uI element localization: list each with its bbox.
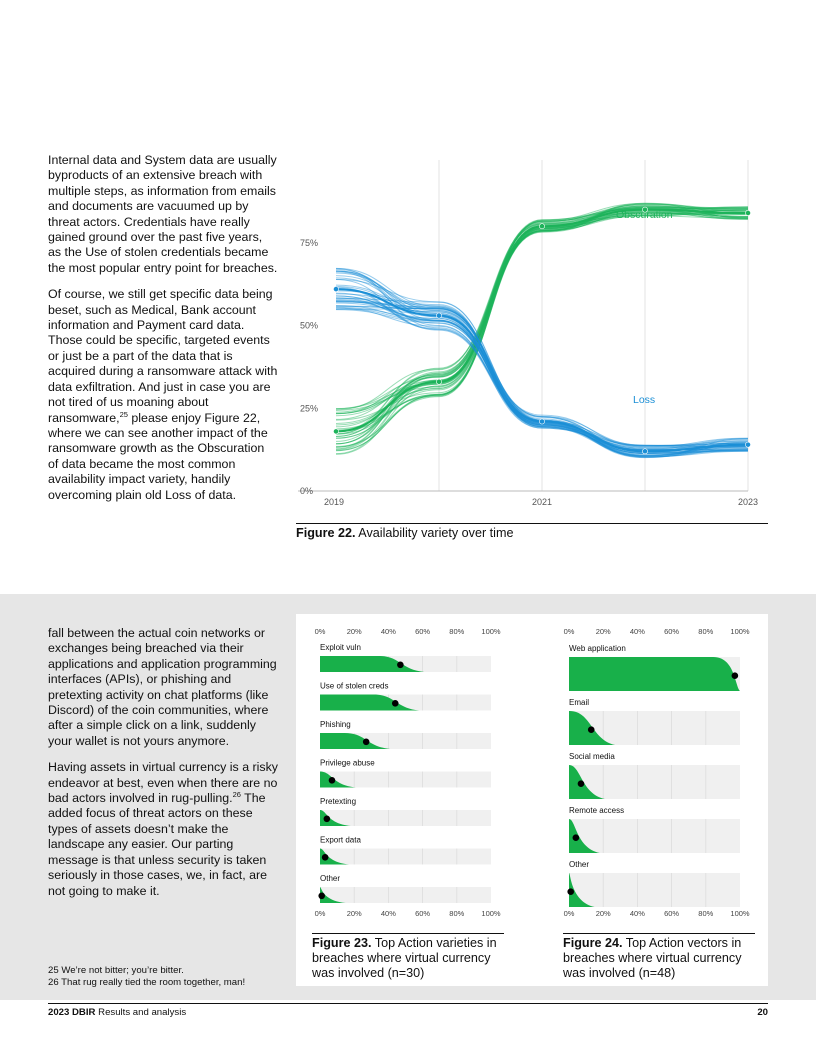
bar-track bbox=[320, 887, 491, 903]
axis-tick-top: 0% bbox=[314, 627, 326, 636]
series-loss-point bbox=[539, 419, 544, 424]
bar-label: Pretexting bbox=[320, 797, 357, 806]
x-tick-label: 2023 bbox=[737, 497, 758, 507]
y-tick-label: 0% bbox=[300, 486, 314, 496]
figure-23-chart bbox=[296, 614, 536, 924]
footnote-ref[interactable]: 26 bbox=[232, 789, 241, 799]
bar-label: Use of stolen creds bbox=[320, 681, 389, 691]
section-name: Results and analysis bbox=[95, 1007, 187, 1018]
series-obscuration-point bbox=[539, 224, 544, 229]
series-obscuration-point bbox=[745, 210, 750, 215]
footnotes bbox=[48, 965, 288, 990]
axis-tick-bottom: 60% bbox=[415, 909, 431, 918]
bar-value-dot bbox=[567, 888, 574, 895]
series-loss-point bbox=[745, 442, 750, 447]
axis-tick-bottom: 100% bbox=[481, 909, 501, 918]
paragraph bbox=[48, 760, 278, 899]
axis-tick-top: 100% bbox=[730, 627, 750, 636]
paragraph-text: Of course, we still get specific data being beset, such as Medical, Bank account information and Payment card data. Those could be specific, targeted events or just be a part of the data that is acquired during a ransomware attack with data exfiltration. And just in case you are not tired of us moaning about ransomware, bbox=[48, 287, 278, 425]
bar-value-dot bbox=[318, 893, 325, 900]
body-text-top bbox=[48, 153, 278, 503]
axis-tick-top: 40% bbox=[629, 627, 645, 636]
bar-value-dot bbox=[573, 834, 580, 841]
footnote-26: 26 That rug really tied the room together, man! bbox=[48, 977, 246, 989]
paragraph: fall between the actual coin networks or exchanges being breached via their applications and application programming interfaces (APIs), or phishing and pretexting activity on chat platforms (like Discord) of the coin communities, where after a simple click on a link, suddenly your wallet is not yours anymore. bbox=[48, 626, 277, 748]
bar-value-dot bbox=[324, 816, 331, 823]
axis-tick-bottom: 80% bbox=[449, 909, 465, 918]
x-tick-label: 2021 bbox=[531, 497, 553, 507]
axis-tick-bottom: 20% bbox=[346, 909, 362, 918]
axis-tick-bottom: 0% bbox=[563, 909, 575, 918]
caption-rule bbox=[312, 933, 504, 934]
bar-label: Social media bbox=[569, 752, 615, 761]
axis-tick-top: 0% bbox=[563, 627, 575, 636]
figure-24-chart bbox=[548, 614, 768, 924]
axis-tick-bottom: 100% bbox=[730, 909, 750, 918]
axis-tick-top: 20% bbox=[346, 627, 362, 636]
y-tick-label: 75% bbox=[300, 237, 319, 248]
bar-value-dot bbox=[392, 700, 399, 707]
caption-rule bbox=[296, 523, 768, 524]
paragraph-text: please enjoy Figure 22, where we can see another impact of the ransomware growth as the Obscuration of data became the most common availability impact variety, handily overcoming plain old Loss of data. bbox=[48, 410, 268, 502]
axis-tick-bottom: 40% bbox=[380, 909, 396, 918]
bar-label: Other bbox=[569, 860, 590, 869]
caption-label: Figure 22. bbox=[296, 526, 356, 540]
bar-value-dot bbox=[578, 780, 585, 787]
page-number: 20 bbox=[757, 1007, 768, 1018]
axis-tick-bottom: 0% bbox=[314, 909, 326, 918]
caption-text: Availability variety over time bbox=[355, 526, 514, 540]
axis-tick-top: 80% bbox=[449, 627, 465, 636]
axis-tick-bottom: 80% bbox=[698, 909, 714, 918]
caption-rule bbox=[563, 933, 755, 934]
axis-tick-bottom: 20% bbox=[595, 909, 611, 918]
bar-track bbox=[320, 810, 491, 826]
bar-value-dot bbox=[329, 777, 336, 784]
y-tick-label: 50% bbox=[300, 320, 319, 331]
bar-value-dot bbox=[363, 739, 370, 746]
series-loss-label: Loss bbox=[633, 394, 656, 406]
footnote-25: 25 We’re not bitter; you’re bitter. bbox=[48, 965, 184, 976]
report-name: 2023 DBIR bbox=[48, 1007, 96, 1018]
series-loss-point bbox=[333, 286, 338, 291]
series-obscuration-point bbox=[333, 429, 338, 434]
footnote-ref[interactable]: 25 bbox=[119, 409, 128, 419]
axis-tick-bottom: 60% bbox=[664, 909, 680, 918]
series-obscuration-label: Obscuration bbox=[616, 209, 673, 221]
axis-tick-bottom: 40% bbox=[629, 909, 645, 918]
series-loss-point bbox=[642, 449, 647, 454]
bar-label: Other bbox=[320, 874, 341, 883]
paragraph: Internal data and System data are usually byproducts of an extensive breach with multiple steps, as information from emails and documents are vacuumed up by threat actors. Credentials have really gained ground over the past five years, as the Use of stolen credentials became the most popular entry point for breaches. bbox=[48, 153, 278, 275]
bar-track bbox=[569, 819, 740, 853]
figure-22-caption bbox=[296, 526, 768, 541]
caption-text: Top Action varieties in breaches where virtual currency was involved (n=30) bbox=[312, 936, 497, 980]
bar-label: Exploit vuln bbox=[320, 643, 361, 652]
footer-rule bbox=[48, 1003, 768, 1004]
figure-22-chart bbox=[296, 150, 768, 518]
bar-track bbox=[320, 849, 491, 865]
caption-text: Top Action vectors in breaches where virtual currency was involved (n=48) bbox=[563, 936, 742, 980]
bar-label: Phishing bbox=[320, 720, 351, 729]
bar-track bbox=[569, 765, 740, 799]
body-text-bottom bbox=[48, 626, 278, 899]
caption-label: Figure 23. bbox=[312, 936, 372, 950]
axis-tick-top: 20% bbox=[595, 627, 611, 636]
bar-track bbox=[569, 873, 740, 907]
axis-tick-top: 40% bbox=[380, 627, 396, 636]
axis-tick-top: 100% bbox=[481, 627, 501, 636]
bar-track bbox=[320, 772, 491, 788]
bar-value-dot bbox=[322, 854, 329, 861]
axis-tick-top: 80% bbox=[698, 627, 714, 636]
y-tick-label: 25% bbox=[300, 403, 319, 414]
bar-value-dot bbox=[732, 672, 739, 679]
x-tick-label: 2019 bbox=[324, 497, 345, 507]
figure-23-caption bbox=[312, 936, 508, 981]
bar-fill bbox=[569, 657, 740, 691]
bar-label: Remote access bbox=[569, 806, 625, 815]
bar-label: Export data bbox=[320, 835, 361, 845]
bar-label: Web application bbox=[569, 644, 626, 653]
series-obscuration-point bbox=[436, 379, 441, 384]
bar-value-dot bbox=[397, 662, 404, 669]
bar-label: Email bbox=[569, 698, 590, 707]
paragraph-text: Having assets in virtual currency is a risky endeavor at best, even when there are no bad actors involved in rug-pulling. bbox=[48, 760, 278, 806]
figure-24-caption bbox=[563, 936, 759, 981]
paragraph bbox=[48, 287, 278, 503]
bar-value-dot bbox=[588, 726, 595, 733]
axis-tick-top: 60% bbox=[664, 627, 680, 636]
footer-title bbox=[48, 1007, 186, 1018]
bar-label: Privilege abuse bbox=[320, 758, 375, 768]
series-loss-point bbox=[436, 313, 441, 318]
caption-label: Figure 24. bbox=[563, 936, 623, 950]
axis-tick-top: 60% bbox=[415, 627, 431, 636]
paragraph-text: The added focus of threat actors on these types of assets doesn’t make the landscape any easier. Our parting message is that unless security is taken seriously in those cases, we, in fact, are not going to make it. bbox=[48, 791, 268, 898]
